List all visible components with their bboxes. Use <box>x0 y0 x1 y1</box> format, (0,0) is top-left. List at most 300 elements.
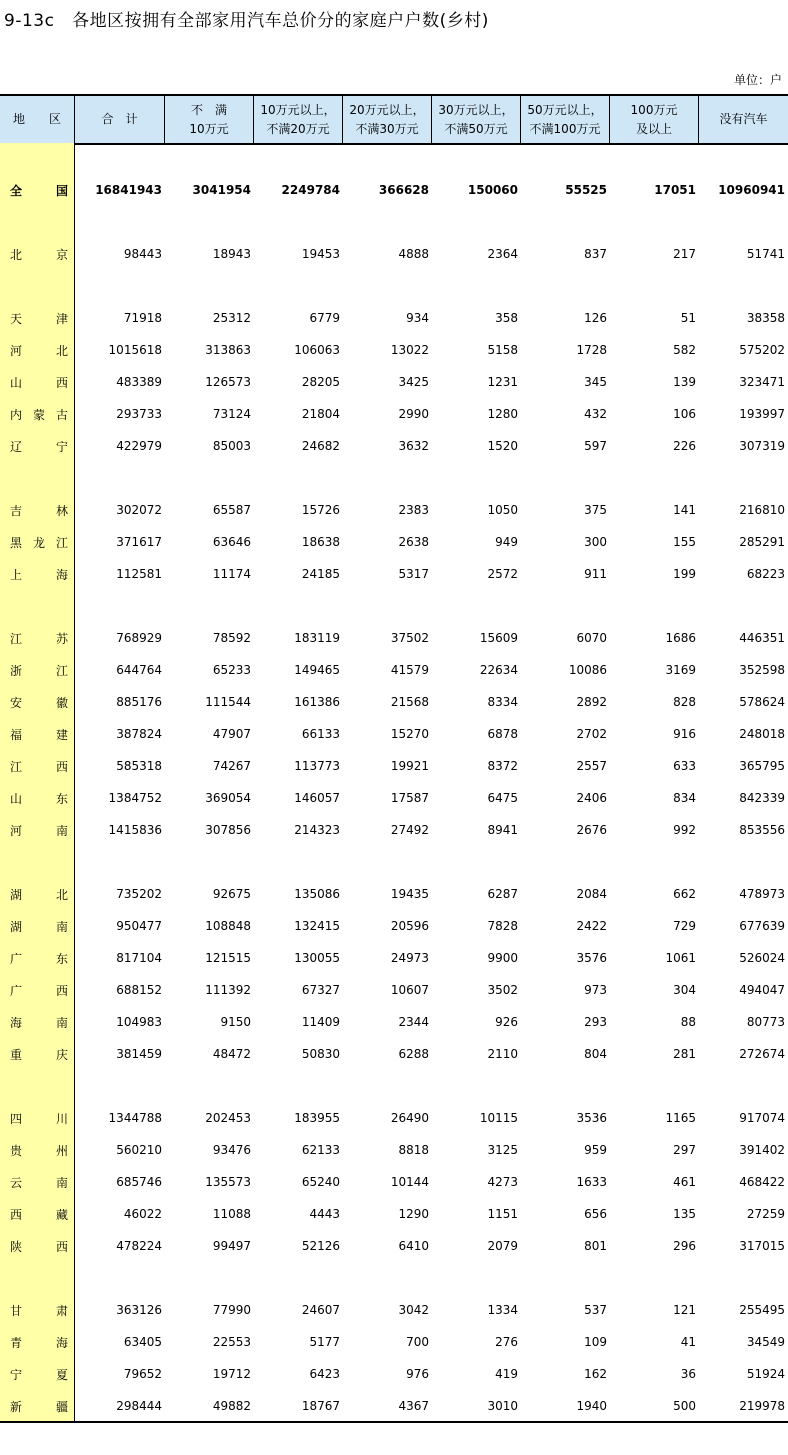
cell-value: 8372 <box>487 759 518 773</box>
cell-value: 483389 <box>116 375 162 389</box>
cell-value: 121515 <box>205 951 251 965</box>
cell-value: 8941 <box>487 823 518 837</box>
table-row <box>0 884 788 904</box>
table-title: 9-13c 各地区按拥有全部家用汽车总价分的家庭户户数(乡村) <box>4 11 489 31</box>
region-name: 甘 肃 <box>10 1303 68 1318</box>
cell-value: 27259 <box>746 1207 785 1221</box>
cell-value: 15609 <box>479 631 518 645</box>
cell-value: 10144 <box>390 1175 429 1189</box>
cell-value: 63405 <box>123 1335 162 1349</box>
table-row <box>0 820 788 840</box>
cell-value: 226 <box>673 439 696 453</box>
region-name: 辽 宁 <box>10 439 68 454</box>
cell-value: 139 <box>673 375 696 389</box>
cell-value: 276 <box>495 1335 518 1349</box>
table-row <box>0 1044 788 1064</box>
cell-value: 345 <box>584 375 607 389</box>
table-row <box>0 628 788 648</box>
cell-value: 677639 <box>739 919 785 933</box>
cell-value: 2638 <box>398 535 429 549</box>
region-column-background <box>0 143 75 1422</box>
cell-value: 1415836 <box>108 823 162 837</box>
region-name: 四 川 <box>10 1111 68 1126</box>
cell-value: 2406 <box>576 791 607 805</box>
region-name: 陕 西 <box>10 1239 68 1254</box>
cell-value: 6878 <box>487 727 518 741</box>
region-name: 西 藏 <box>10 1207 68 1222</box>
table-row <box>0 500 788 520</box>
cell-value: 5177 <box>309 1335 340 1349</box>
cell-value: 837 <box>584 247 607 261</box>
cell-value: 10115 <box>479 1111 518 1125</box>
cell-value: 293733 <box>116 407 162 421</box>
cell-value: 560210 <box>116 1143 162 1157</box>
cell-value: 959 <box>584 1143 607 1157</box>
cell-value: 9900 <box>487 951 518 965</box>
cell-value: 2364 <box>487 247 518 261</box>
cell-value: 381459 <box>116 1047 162 1061</box>
cell-value: 63646 <box>212 535 251 549</box>
cell-value: 6287 <box>487 887 518 901</box>
cell-value: 801 <box>584 1239 607 1253</box>
cell-value: 3125 <box>487 1143 518 1157</box>
region-name: 福 建 <box>10 727 68 742</box>
region-name: 山 东 <box>10 791 68 806</box>
cell-value: 3576 <box>576 951 607 965</box>
region-name: 宁 夏 <box>10 1367 68 1382</box>
cell-value: 5317 <box>398 567 429 581</box>
cell-value: 2249784 <box>281 183 340 197</box>
cell-value: 8334 <box>487 695 518 709</box>
cell-value: 992 <box>673 823 696 837</box>
region-name: 重 庆 <box>10 1047 68 1062</box>
cell-value: 18767 <box>301 1399 340 1413</box>
cell-value: 2557 <box>576 759 607 773</box>
cell-value: 26490 <box>390 1111 429 1125</box>
cell-value: 300 <box>584 535 607 549</box>
region-name: 内 蒙 古 <box>10 407 68 422</box>
cell-value: 2676 <box>576 823 607 837</box>
column-header-3 <box>254 96 343 143</box>
cell-value: 950477 <box>116 919 162 933</box>
cell-value: 4888 <box>398 247 429 261</box>
cell-value: 28205 <box>301 375 340 389</box>
cell-value: 735202 <box>116 887 162 901</box>
cell-value: 2422 <box>576 919 607 933</box>
cell-value: 21804 <box>301 407 340 421</box>
cell-value: 285291 <box>739 535 785 549</box>
cell-value: 934 <box>406 311 429 325</box>
cell-value: 51741 <box>746 247 785 261</box>
cell-value: 55525 <box>565 183 607 197</box>
cell-value: 255495 <box>739 1303 785 1317</box>
cell-value: 38358 <box>746 311 785 325</box>
cell-value: 2079 <box>487 1239 518 1253</box>
region-name: 湖 南 <box>10 919 68 934</box>
cell-value: 365795 <box>739 759 785 773</box>
cell-value: 6423 <box>309 1367 340 1381</box>
cell-value: 1050 <box>487 503 518 517</box>
cell-value: 248018 <box>739 727 785 741</box>
cell-value: 6475 <box>487 791 518 805</box>
cell-value: 633 <box>673 759 696 773</box>
cell-value: 99497 <box>212 1239 251 1253</box>
cell-value: 578624 <box>739 695 785 709</box>
region-name: 吉 林 <box>10 503 68 518</box>
cell-value: 323471 <box>739 375 785 389</box>
cell-value: 3502 <box>487 983 518 997</box>
region-name: 河 南 <box>10 823 68 838</box>
cell-value: 853556 <box>739 823 785 837</box>
cell-value: 4273 <box>487 1175 518 1189</box>
cell-value: 293 <box>584 1015 607 1029</box>
cell-value: 3169 <box>665 663 696 677</box>
cell-value: 113773 <box>294 759 340 773</box>
cell-value: 130055 <box>294 951 340 965</box>
cell-value: 199 <box>673 567 696 581</box>
table-row <box>0 1236 788 1256</box>
cell-value: 500 <box>673 1399 696 1413</box>
cell-value: 842339 <box>739 791 785 805</box>
region-name: 全 国 <box>10 183 68 198</box>
cell-value: 3042 <box>398 1303 429 1317</box>
cell-value: 6070 <box>576 631 607 645</box>
cell-value: 949 <box>495 535 518 549</box>
cell-value: 219978 <box>739 1399 785 1413</box>
cell-value: 5158 <box>487 343 518 357</box>
cell-value: 2702 <box>576 727 607 741</box>
cell-value: 78592 <box>212 631 251 645</box>
cell-value: 369054 <box>205 791 251 805</box>
cell-value: 49882 <box>212 1399 251 1413</box>
column-header-4 <box>343 96 432 143</box>
cell-value: 911 <box>584 567 607 581</box>
cell-value: 77990 <box>212 1303 251 1317</box>
cell-value: 446351 <box>739 631 785 645</box>
column-header-line: 合 计 <box>101 112 138 126</box>
cell-value: 46022 <box>123 1207 162 1221</box>
column-header-line: 及以上 <box>635 121 672 136</box>
cell-value: 700 <box>406 1335 429 1349</box>
cell-value: 297 <box>673 1143 696 1157</box>
cell-value: 80773 <box>746 1015 785 1029</box>
cell-value: 1151 <box>487 1207 518 1221</box>
cell-value: 17587 <box>390 791 429 805</box>
cell-value: 432 <box>584 407 607 421</box>
cell-value: 1686 <box>665 631 696 645</box>
cell-value: 22634 <box>479 663 518 677</box>
table-row <box>0 1172 788 1192</box>
cell-value: 1633 <box>576 1175 607 1189</box>
cell-value: 11088 <box>212 1207 251 1221</box>
table-header <box>0 94 788 145</box>
cell-value: 2110 <box>487 1047 518 1061</box>
table-row <box>0 1140 788 1160</box>
cell-value: 387824 <box>116 727 162 741</box>
cell-value: 9150 <box>220 1015 251 1029</box>
cell-value: 106063 <box>294 343 340 357</box>
column-header-8 <box>699 96 788 143</box>
cell-value: 4443 <box>309 1207 340 1221</box>
table-row <box>0 1332 788 1352</box>
table-row <box>0 372 788 392</box>
cell-value: 126573 <box>205 375 251 389</box>
cell-value: 20596 <box>390 919 429 933</box>
cell-value: 585318 <box>116 759 162 773</box>
column-header-line: 10万元 <box>189 121 229 136</box>
cell-value: 391402 <box>739 1143 785 1157</box>
table-row <box>0 1300 788 1320</box>
cell-value: 422979 <box>116 439 162 453</box>
cell-value: 597 <box>584 439 607 453</box>
cell-value: 371617 <box>116 535 162 549</box>
cell-value: 106 <box>673 407 696 421</box>
cell-value: 6288 <box>398 1047 429 1061</box>
cell-value: 1290 <box>398 1207 429 1221</box>
column-header-line: 不满20万元 <box>266 121 330 136</box>
cell-value: 62133 <box>301 1143 340 1157</box>
cell-value: 15726 <box>301 503 340 517</box>
cell-value: 52126 <box>301 1239 340 1253</box>
cell-value: 10607 <box>390 983 429 997</box>
cell-value: 804 <box>584 1047 607 1061</box>
cell-value: 4367 <box>398 1399 429 1413</box>
region-name: 湖 北 <box>10 887 68 902</box>
region-name: 上 海 <box>10 567 68 582</box>
cell-value: 6779 <box>309 311 340 325</box>
cell-value: 11174 <box>212 567 251 581</box>
cell-value: 65233 <box>212 663 251 677</box>
cell-value: 161386 <box>294 695 340 709</box>
cell-value: 15270 <box>390 727 429 741</box>
cell-value: 302072 <box>116 503 162 517</box>
cell-value: 17051 <box>654 183 696 197</box>
cell-value: 141 <box>673 503 696 517</box>
cell-value: 537 <box>584 1303 607 1317</box>
region-name: 青 海 <box>10 1335 68 1350</box>
cell-value: 19453 <box>301 247 340 261</box>
region-name: 江 苏 <box>10 631 68 646</box>
column-header-line: 50万元以上， <box>527 102 603 117</box>
cell-value: 656 <box>584 1207 607 1221</box>
cell-value: 18638 <box>301 535 340 549</box>
cell-value: 8818 <box>398 1143 429 1157</box>
cell-value: 132415 <box>294 919 340 933</box>
cell-value: 768929 <box>116 631 162 645</box>
cell-value: 2344 <box>398 1015 429 1029</box>
cell-value: 92675 <box>212 887 251 901</box>
table-row <box>0 340 788 360</box>
cell-value: 41579 <box>390 663 429 677</box>
cell-value: 68223 <box>746 567 785 581</box>
cell-value: 688152 <box>116 983 162 997</box>
cell-value: 10960941 <box>718 183 785 197</box>
unit-label: 单位：户 <box>733 73 782 87</box>
cell-value: 419 <box>495 1367 518 1381</box>
cell-value: 352598 <box>739 663 785 677</box>
table-row <box>0 1204 788 1224</box>
column-header-7 <box>610 96 699 143</box>
cell-value: 317015 <box>739 1239 785 1253</box>
cell-value: 296 <box>673 1239 696 1253</box>
table-row <box>0 1396 788 1416</box>
cell-value: 214323 <box>294 823 340 837</box>
table-row <box>0 916 788 936</box>
column-header-2 <box>165 96 254 143</box>
cell-value: 135573 <box>205 1175 251 1189</box>
column-header-line: 30万元以上， <box>438 102 514 117</box>
cell-value: 22553 <box>212 1335 251 1349</box>
cell-value: 817104 <box>116 951 162 965</box>
cell-value: 1728 <box>576 343 607 357</box>
cell-value: 1344788 <box>108 1111 162 1125</box>
cell-value: 582 <box>673 343 696 357</box>
table-row <box>0 660 788 680</box>
column-header-line: 10万元以上， <box>260 102 336 117</box>
cell-value: 155 <box>673 535 696 549</box>
cell-value: 19921 <box>390 759 429 773</box>
cell-value: 298444 <box>116 1399 162 1413</box>
column-header-line: 地 区 <box>12 112 61 126</box>
cell-value: 1280 <box>487 407 518 421</box>
cell-value: 66133 <box>301 727 340 741</box>
region-name: 安 徽 <box>10 695 68 710</box>
cell-value: 973 <box>584 983 607 997</box>
cell-value: 79652 <box>123 1367 162 1381</box>
cell-value: 3041954 <box>192 183 251 197</box>
table-row <box>0 1012 788 1032</box>
column-header-5 <box>432 96 521 143</box>
cell-value: 11409 <box>301 1015 340 1029</box>
cell-value: 149465 <box>294 663 340 677</box>
column-header-line: 没有汽车 <box>719 112 768 126</box>
cell-value: 1520 <box>487 439 518 453</box>
column-header-line: 20万元以上， <box>349 102 425 117</box>
cell-value: 366628 <box>378 183 429 197</box>
cell-value: 88 <box>680 1015 696 1029</box>
cell-value: 729 <box>673 919 696 933</box>
cell-value: 104983 <box>116 1015 162 1029</box>
table-row <box>0 756 788 776</box>
cell-value: 85003 <box>212 439 251 453</box>
cell-value: 67327 <box>301 983 340 997</box>
cell-value: 41 <box>680 1335 696 1349</box>
cell-value: 126 <box>584 311 607 325</box>
table-row <box>0 564 788 584</box>
cell-value: 13022 <box>390 343 429 357</box>
cell-value: 926 <box>495 1015 518 1029</box>
column-header-0 <box>0 96 75 143</box>
cell-value: 3632 <box>398 439 429 453</box>
cell-value: 36 <box>680 1367 696 1381</box>
cell-value: 112581 <box>116 567 162 581</box>
cell-value: 468422 <box>739 1175 785 1189</box>
column-header-line: 不满30万元 <box>355 121 419 136</box>
column-header-line: 100万元 <box>630 102 678 117</box>
region-name: 浙 江 <box>10 663 68 678</box>
cell-value: 2084 <box>576 887 607 901</box>
cell-value: 217 <box>673 247 696 261</box>
cell-value: 304 <box>673 983 696 997</box>
cell-value: 2572 <box>487 567 518 581</box>
table-row <box>0 436 788 456</box>
table-row-total <box>0 180 788 200</box>
cell-value: 24973 <box>390 951 429 965</box>
region-name: 江 西 <box>10 759 68 774</box>
cell-value: 834 <box>673 791 696 805</box>
table-row <box>0 532 788 552</box>
table-row <box>0 724 788 744</box>
cell-value: 917074 <box>739 1111 785 1125</box>
column-header-1 <box>75 96 165 143</box>
cell-value: 478224 <box>116 1239 162 1253</box>
cell-value: 2990 <box>398 407 429 421</box>
cell-value: 34549 <box>746 1335 785 1349</box>
region-name: 海 南 <box>10 1015 68 1030</box>
region-name: 广 西 <box>10 983 68 998</box>
cell-value: 1384752 <box>108 791 162 805</box>
cell-value: 662 <box>673 887 696 901</box>
cell-value: 828 <box>673 695 696 709</box>
cell-value: 71918 <box>123 311 162 325</box>
cell-value: 111544 <box>205 695 251 709</box>
cell-value: 494047 <box>739 983 785 997</box>
cell-value: 135 <box>673 1207 696 1221</box>
cell-value: 47907 <box>212 727 251 741</box>
cell-value: 162 <box>584 1367 607 1381</box>
column-header-line: 不满50万元 <box>444 121 508 136</box>
table-row <box>0 788 788 808</box>
cell-value: 121 <box>673 1303 696 1317</box>
cell-value: 50830 <box>301 1047 340 1061</box>
region-name: 广 东 <box>10 951 68 966</box>
region-name: 山 西 <box>10 375 68 390</box>
cell-value: 526024 <box>739 951 785 965</box>
cell-value: 313863 <box>205 343 251 357</box>
cell-value: 18943 <box>212 247 251 261</box>
table-row <box>0 1108 788 1128</box>
cell-value: 19712 <box>212 1367 251 1381</box>
cell-value: 51924 <box>746 1367 785 1381</box>
cell-value: 375 <box>584 503 607 517</box>
cell-value: 24607 <box>301 1303 340 1317</box>
region-name: 天 津 <box>10 311 68 326</box>
cell-value: 24185 <box>301 567 340 581</box>
region-name: 云 南 <box>10 1175 68 1190</box>
cell-value: 1940 <box>576 1399 607 1413</box>
region-name: 新 疆 <box>10 1399 68 1414</box>
cell-value: 358 <box>495 311 518 325</box>
cell-value: 37502 <box>390 631 429 645</box>
table-row <box>0 308 788 328</box>
column-header-line: 不满100万元 <box>529 121 601 136</box>
region-name: 河 北 <box>10 343 68 358</box>
column-header-line: 不 满 <box>190 102 227 117</box>
table-row <box>0 692 788 712</box>
table-row <box>0 1364 788 1384</box>
cell-value: 363126 <box>116 1303 162 1317</box>
cell-value: 478973 <box>739 887 785 901</box>
cell-value: 93476 <box>212 1143 251 1157</box>
cell-value: 461 <box>673 1175 696 1189</box>
table-row <box>0 404 788 424</box>
cell-value: 19435 <box>390 887 429 901</box>
table-row <box>0 948 788 968</box>
cell-value: 48472 <box>212 1047 251 1061</box>
cell-value: 27492 <box>390 823 429 837</box>
cell-value: 108848 <box>205 919 251 933</box>
table-bottom-rule <box>0 1421 788 1423</box>
